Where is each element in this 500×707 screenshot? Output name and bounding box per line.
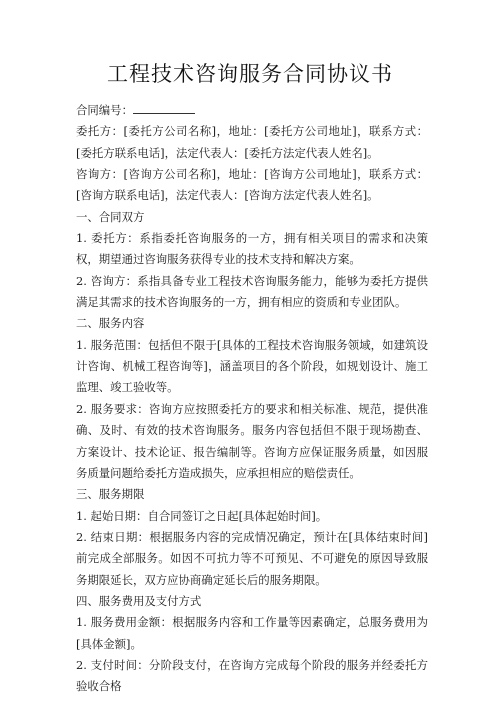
document-title: 工程技术咨询服务合同协议书 [107,62,393,86]
contract-number-line [76,100,428,121]
document-body [76,100,428,698]
section-heading-term: 三、服务期限 [76,487,145,502]
section-heading-parties: 一、合同双方 [76,209,145,224]
section-heading-services: 二、服务内容 [76,316,145,331]
contract-number-blank [133,103,195,114]
fees-clause-1: 1. 服务费用金额：根据服务内容和工作量等因素确定，总服务费用为[具体金额]。 [76,615,428,651]
parties-clause-1: 1. 委托方：系指委托咨询服务的一方，拥有相关项目的需求和决策权，期望通过咨询服务获得专业的技术支持和解决方案。 [76,231,428,267]
parties-clause-2: 2. 咨询方：系指具备专业工程技术咨询服务能力，能够为委托方提供满足其需求的技术咨询服务的一方，拥有相应的资质和专业团队。 [76,273,428,310]
services-clause-2: 2. 服务要求：咨询方应按照委托方的要求和相关标准、规范，提供准确、及时、有效的技术咨询服务。服务内容包括但不限于现场勘查、方案设计、技术论证、报告编制等。咨询方应保证服务质量，如因服务质量问题给委托方造成损失，应承担相应的赔偿责任。 [76,401,428,480]
consultant-party-paragraph: 咨询方：[咨询方公司名称]，地址：[咨询方公司地址]，联系方式：[咨询方联系电话]，法定代表人：[咨询方法定代表人姓名]。 [76,167,428,203]
fees-clause-2: 2. 支付时间：分阶段支付，在咨询方完成每个阶段的服务并经委托方验收合格 [76,657,428,694]
term-clause-1: 1. 起始日期：自合同签订之日起[具体起始时间]。 [76,508,328,523]
contract-number-label: 合同编号： [76,103,133,117]
client-party-paragraph: 委托方：[委托方公司名称]，地址：[委托方公司地址]，联系方式：[委托方联系电话]，法定代表人：[委托方法定代表人姓名]。 [76,124,428,160]
services-clause-1: 1. 服务范围：包括但不限于[具体的工程技术咨询服务领域，如建筑设计咨询、机械工程咨询等]，涵盖项目的各个阶段，如规划设计、施工监理、竣工验收等。 [76,337,428,395]
term-clause-2: 2. 结束日期：根据服务内容的完成情况确定，预计在[具体结束时间]前完成全部服务。如因不可抗力等不可预见、不可避免的原因导致服务期限延长，双方应协商确定延长后的服务期限。 [76,529,428,587]
section-heading-fees: 四、服务费用及支付方式 [76,593,202,608]
